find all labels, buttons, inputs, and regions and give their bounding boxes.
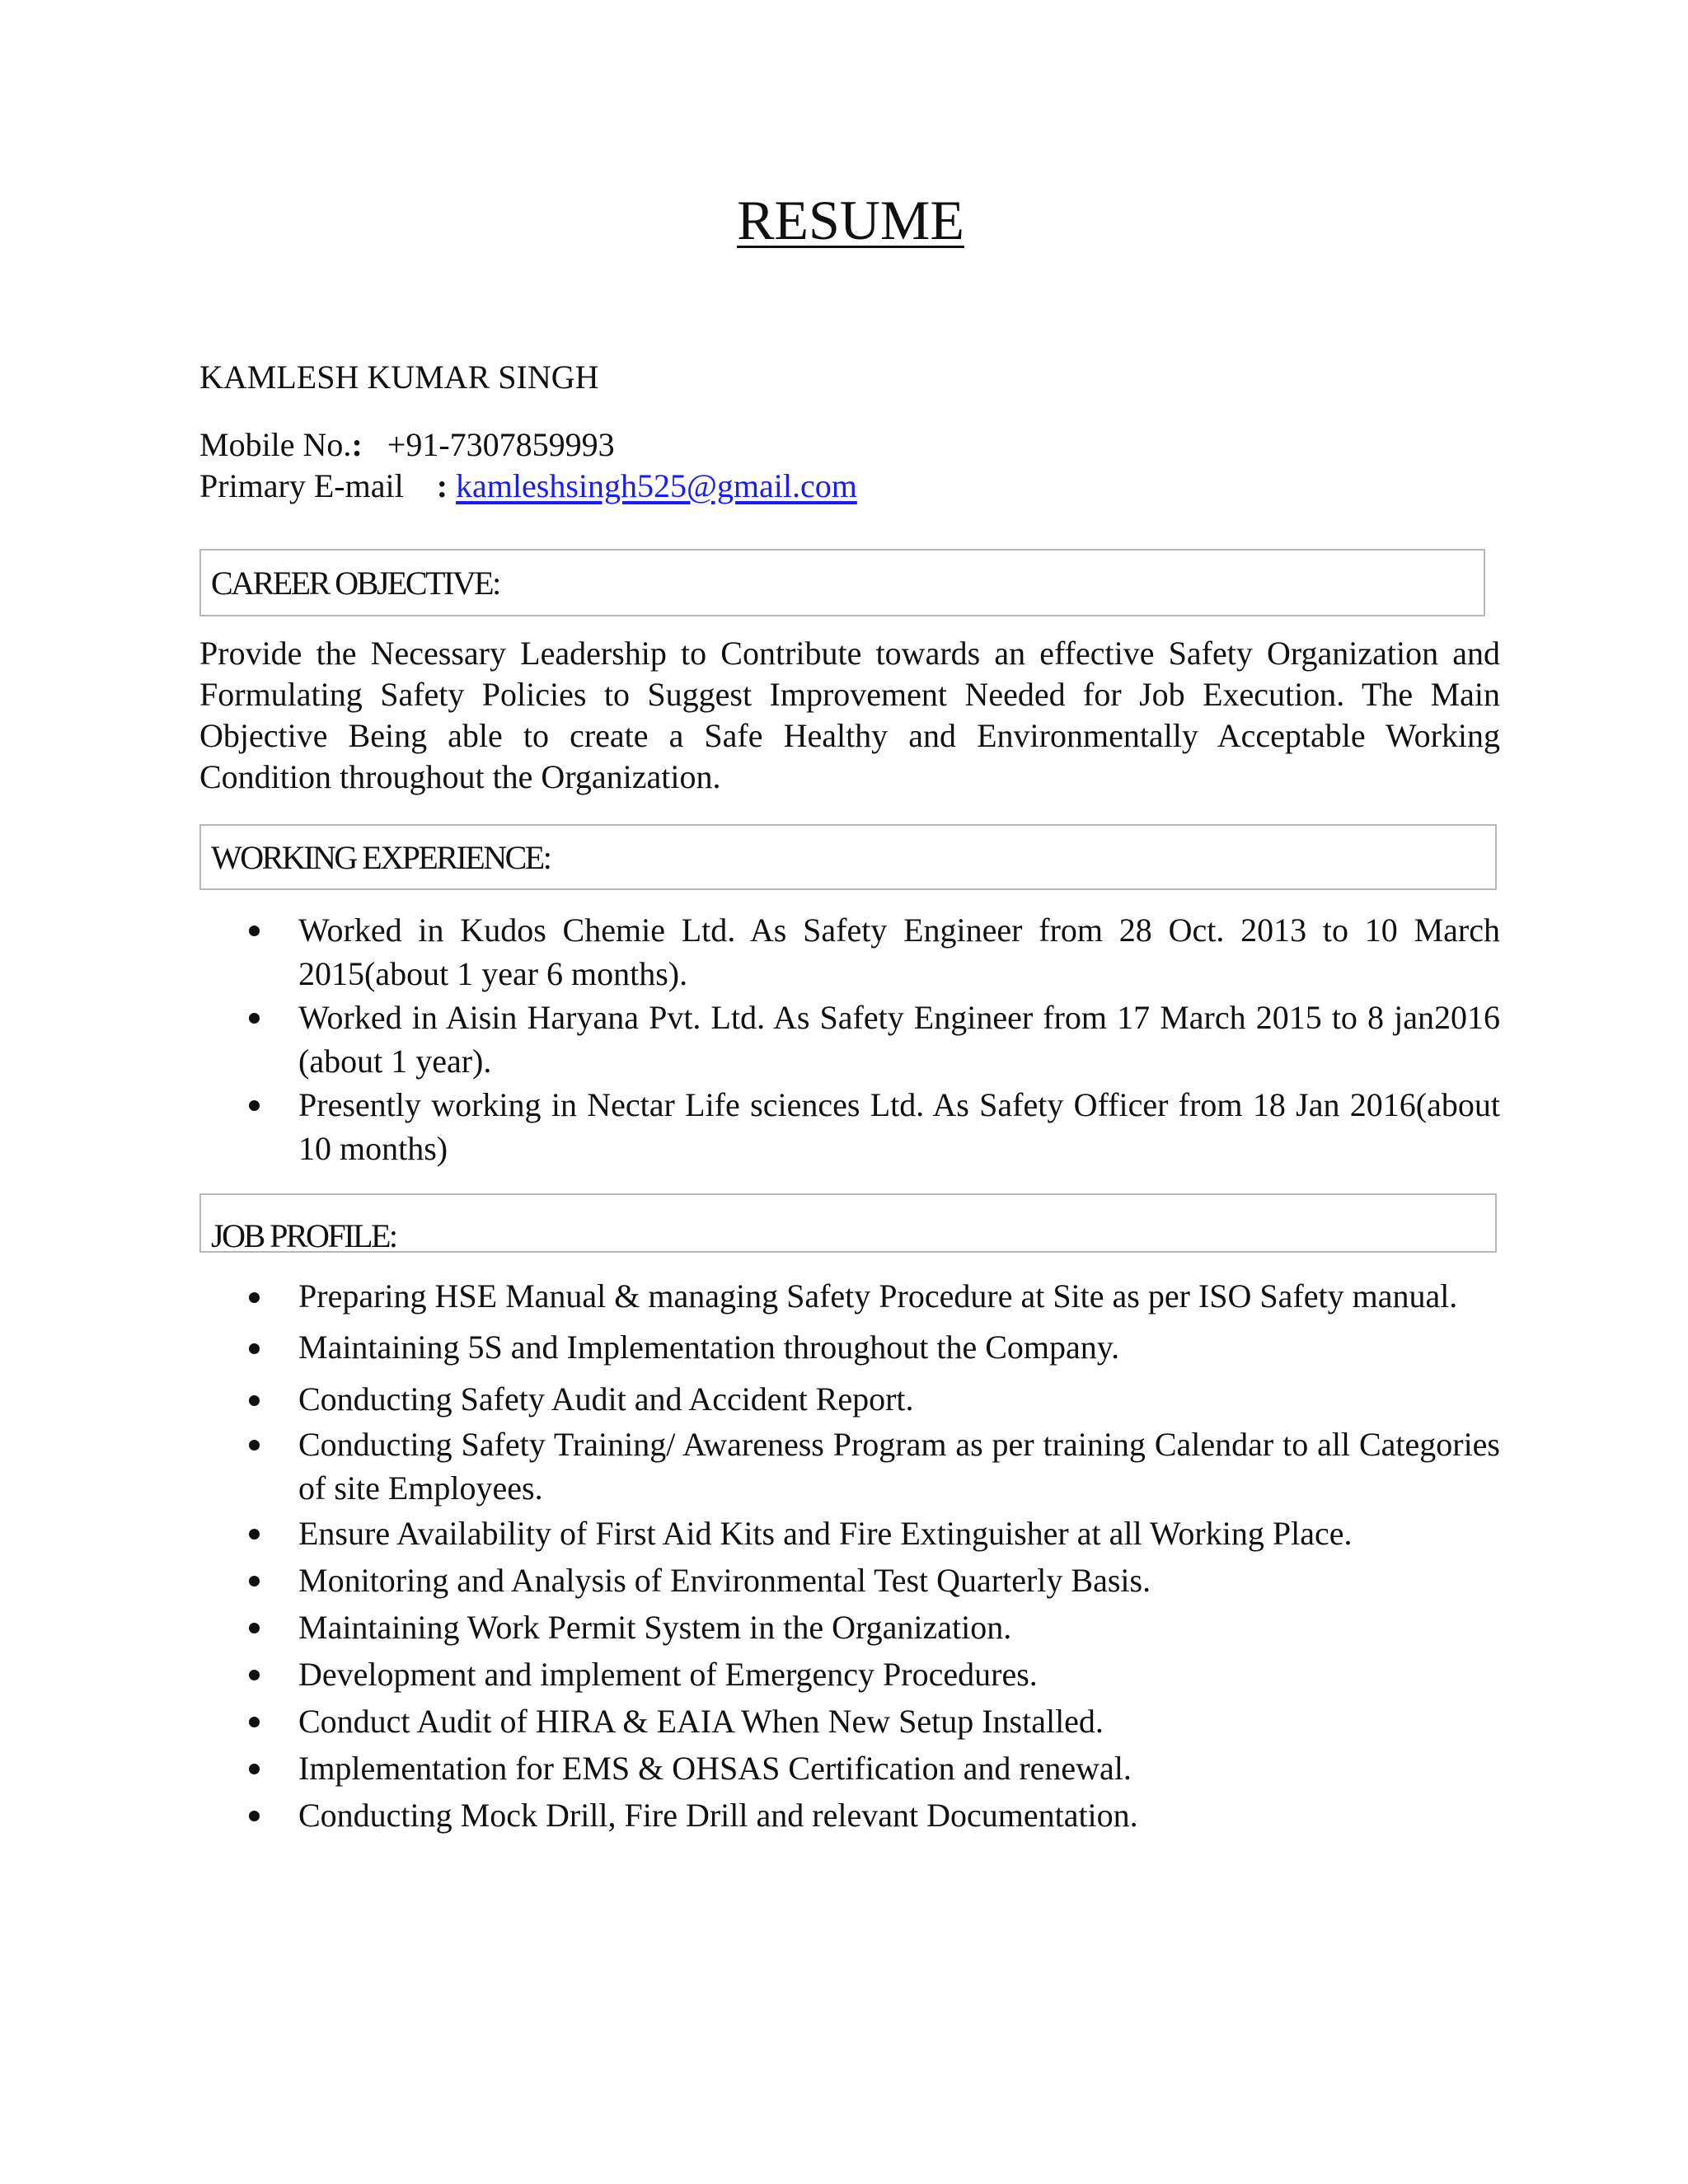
bullet-icon bbox=[249, 1811, 260, 1821]
mobile-line bbox=[199, 425, 615, 464]
list-item: Maintaining Work Permit System in the Organization. bbox=[199, 1604, 1500, 1651]
mobile-separator: : bbox=[351, 426, 363, 463]
bullet-icon bbox=[249, 1100, 260, 1111]
job-profile-heading: JOB PROFILE: bbox=[199, 1193, 1497, 1253]
list-item: Conducting Safety Audit and Accident Report. bbox=[199, 1376, 1500, 1422]
email-separator: : bbox=[436, 467, 448, 504]
bullet-icon bbox=[249, 1343, 260, 1354]
list-item: Ensure Availability of First Aid Kits and Fire Extinguisher at all Working Place. bbox=[199, 1510, 1500, 1557]
list-item: Maintaining 5S and Implementation throughout the Company. bbox=[199, 1324, 1500, 1371]
email-label: Primary E-mail bbox=[199, 467, 404, 504]
email-line bbox=[199, 466, 857, 505]
bullet-icon bbox=[249, 1440, 260, 1451]
candidate-name: KAMLESH KUMAR SINGH bbox=[199, 359, 599, 396]
mobile-label: Mobile No. bbox=[199, 426, 352, 463]
list-item: Development and implement of Emergency Procedures. bbox=[199, 1651, 1500, 1698]
bullet-icon bbox=[249, 1529, 260, 1540]
list-item: Presently working in Nectar Life sciences Ltd. As Safety Officer from 18 Jan 2016(about 10 months) bbox=[199, 1083, 1500, 1170]
bullet-icon bbox=[249, 926, 260, 936]
career-objective-text: Provide the Necessary Leadership to Contribute towards an effective Safety Organization and Formulating Safety Policies to Suggest Improvement Needed for Job Execution. The Main Objective Being able to create a Safe Healthy and Environmentally Acceptable Working Condition throughout the Organization. bbox=[199, 635, 1500, 795]
list-item: Worked in Aisin Haryana Pvt. Ltd. As Safety Engineer from 17 March 2015 to 8 jan2016 (about 1 year). bbox=[199, 996, 1500, 1083]
mobile-value: +91-7307859993 bbox=[387, 426, 615, 463]
list-item: Preparing HSE Manual & managing Safety Procedure at Site as per ISO Safety manual. bbox=[199, 1272, 1500, 1320]
bullet-icon bbox=[249, 1576, 260, 1586]
list-item: Worked in Kudos Chemie Ltd. As Safety Engineer from 28 Oct. 2013 to 10 March 2015(about 1 year 6 months). bbox=[199, 908, 1500, 996]
bullet-icon bbox=[249, 1013, 260, 1024]
working-experience-heading: WORKING EXPERIENCE: bbox=[199, 824, 1497, 890]
bullet-icon bbox=[249, 1623, 260, 1633]
career-objective-heading: CAREER OBJECTIVE: bbox=[199, 549, 1485, 616]
bullet-icon bbox=[249, 1292, 260, 1303]
list-item: Conducting Mock Drill, Fire Drill and relevant Documentation. bbox=[199, 1792, 1500, 1839]
bullet-icon bbox=[249, 1764, 260, 1774]
job-profile-list bbox=[199, 1272, 1500, 1839]
working-experience-list bbox=[199, 908, 1500, 1170]
list-item: Conducting Safety Training/ Awareness Program as per training Calendar to all Categories of site Employees. bbox=[199, 1422, 1500, 1510]
bullet-icon bbox=[249, 1395, 260, 1406]
email-link[interactable]: kamleshsingh525@gmail.com bbox=[456, 467, 857, 504]
bullet-icon bbox=[249, 1670, 260, 1680]
list-item: Conduct Audit of HIRA & EAIA When New Setup Installed. bbox=[199, 1698, 1500, 1745]
list-item: Monitoring and Analysis of Environmental Test Quarterly Basis. bbox=[199, 1557, 1500, 1604]
list-item: Implementation for EMS & OHSAS Certification and renewal. bbox=[199, 1745, 1500, 1792]
bullet-icon bbox=[249, 1717, 260, 1727]
page-title: RESUME bbox=[737, 189, 964, 251]
